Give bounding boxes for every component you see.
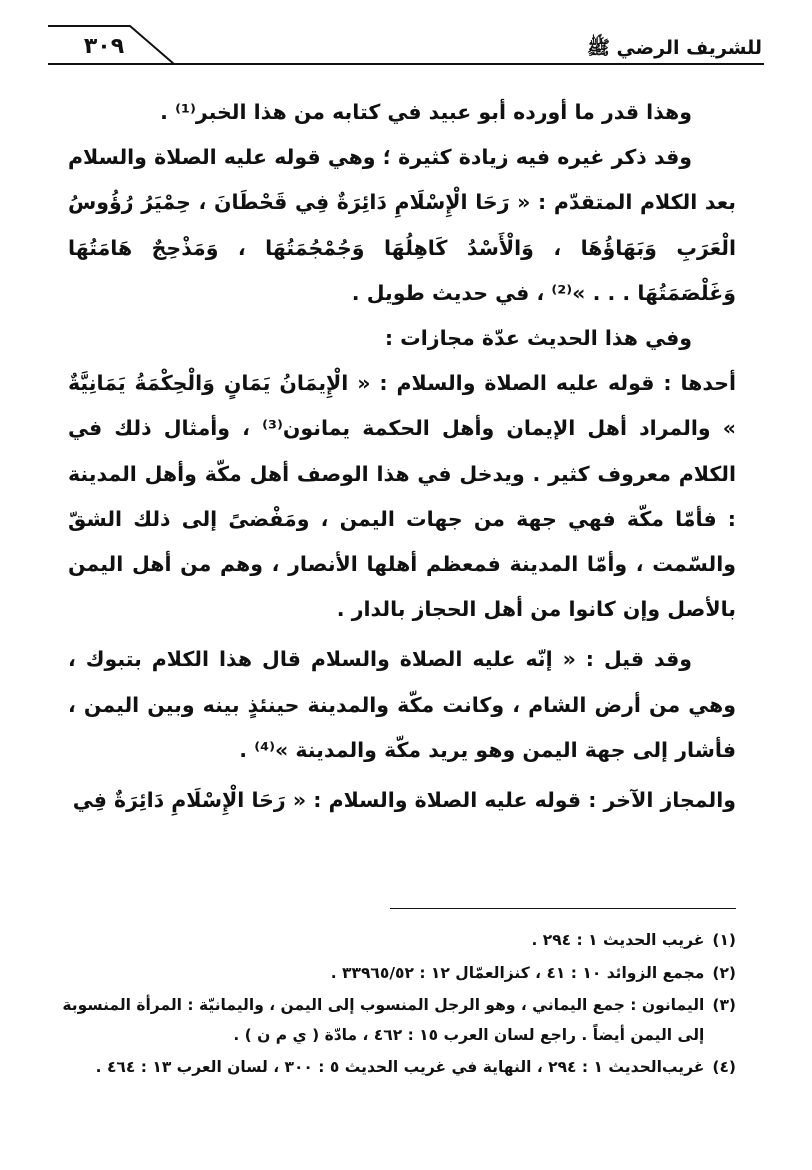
paragraph-4 <box>68 361 736 632</box>
footnote-number: (٤) <box>712 1058 736 1076</box>
main-text <box>68 90 736 823</box>
running-header <box>48 22 764 66</box>
footnote-2 <box>60 959 736 989</box>
footnote-number: (٣) <box>712 996 736 1014</box>
paragraph-4-lead: أحدها : <box>663 371 737 396</box>
footnotes <box>60 926 736 1086</box>
paragraph-6-lead: والمجاز الآخر : <box>588 788 736 813</box>
footnote-text: مجمع الزوائد ١٠ : ٤١ ، كنزالعمّال ١٢ : ٣٣٩٦٥/٥٢ . <box>330 963 705 982</box>
footnote-1 <box>60 926 736 956</box>
footnote-separator <box>390 908 736 909</box>
footnote-text: غريب‌الحديث ١ : ٢٩٤ ، النهاية في غريب الحديث ٥ : ٣٠٠ ، لسان العرب ١٣ : ٤٦٤ . <box>95 1058 705 1076</box>
running-title: للشريف الرضي ﷺ <box>586 37 762 59</box>
paragraph-1: وهذا قدر ما أورده أبو عبيد في كتابه من هذا الخبر⁽¹⁾ . <box>160 100 692 124</box>
page-number: ٣٠٩ <box>83 34 125 59</box>
paragraph-5: وقد قيل : « إنّه عليه الصلاة والسلام قال هذا الكلام بتبوك ، وهي من أرض الشام ، وكانت مكّة والمدينة حينئذٍ بينه وبين اليمن ، فأشار إلى جهة اليمن وهو يريد مكّة والمدينة »⁽⁴⁾ . <box>68 647 736 762</box>
footnote-number: (١) <box>712 931 736 949</box>
footnote-text: غريب الحديث ١ : ٢٩٤ . <box>531 931 705 949</box>
footnote-text: اليمانون : جمع اليماني ، وهو الرجل المنسوب إلى اليمن ، واليمانيّة : المرأة المنسوبة إلى اليمن أيضاً . راجع لسان العرب ١٥ : ٤٦٢ ، مادّة ( ي م ن ) . <box>62 996 705 1044</box>
paragraph-3: وفي هذا الحديث عدّة مجازات : <box>384 326 692 351</box>
paragraph-6 <box>68 778 736 823</box>
paragraph-2: وقد ذكر غيره فيه زيادة كثيرة ؛ وهي قوله عليه الصلاة والسلام بعد الكلام المتقدّم : « رَحَا الْإِسْلَامِ دَائِرَةٌ فِي قَحْطَانَ ، حِمْيَرُ رُؤُوسُ الْعَرَبِ وَبَهَاؤُهَا ، وَالْأَسْدُ كَاهِلُهَا وَجُمْجُمَتُهَا ، وَمَذْحِجٌ هَامَتُهَا وَغَلْصَمَتُهَا . . . »⁽²⁾ ، في حديث طويل . <box>68 145 736 305</box>
footnote-number: (٢) <box>712 963 736 982</box>
paragraph-6-text: قوله عليه الصلاة والسلام : « رَحَا الْإِسْلَامِ دَائِرَةٌ فِي <box>72 788 589 813</box>
footnote-3 <box>60 991 736 1050</box>
footnote-4 <box>60 1053 736 1083</box>
paragraph-4-text: قوله عليه الصلاة والسلام : « الْإِيمَانُ يَمَانٍ وَالْحِكْمَةُ يَمَانِيَّةٌ » والمراد أهل الإيمان وأهل الحكمة يمانون⁽³⁾ ، وأمثال ذلك في الكلام معروف كثير . ويدخل في هذا الوصف أهل مكّة وأهل المدينة : فأمّا مكّة فهي جهة من جهات اليمن ، ومَفْضىً إلى ذلك الشقّ والسّمت ، وأمّا المدينة فمعظم أهلها الأنصار ، وهم من أهل اليمن بالأصل وإن كانوا من أهل الحجاز بالدار . <box>68 371 736 622</box>
